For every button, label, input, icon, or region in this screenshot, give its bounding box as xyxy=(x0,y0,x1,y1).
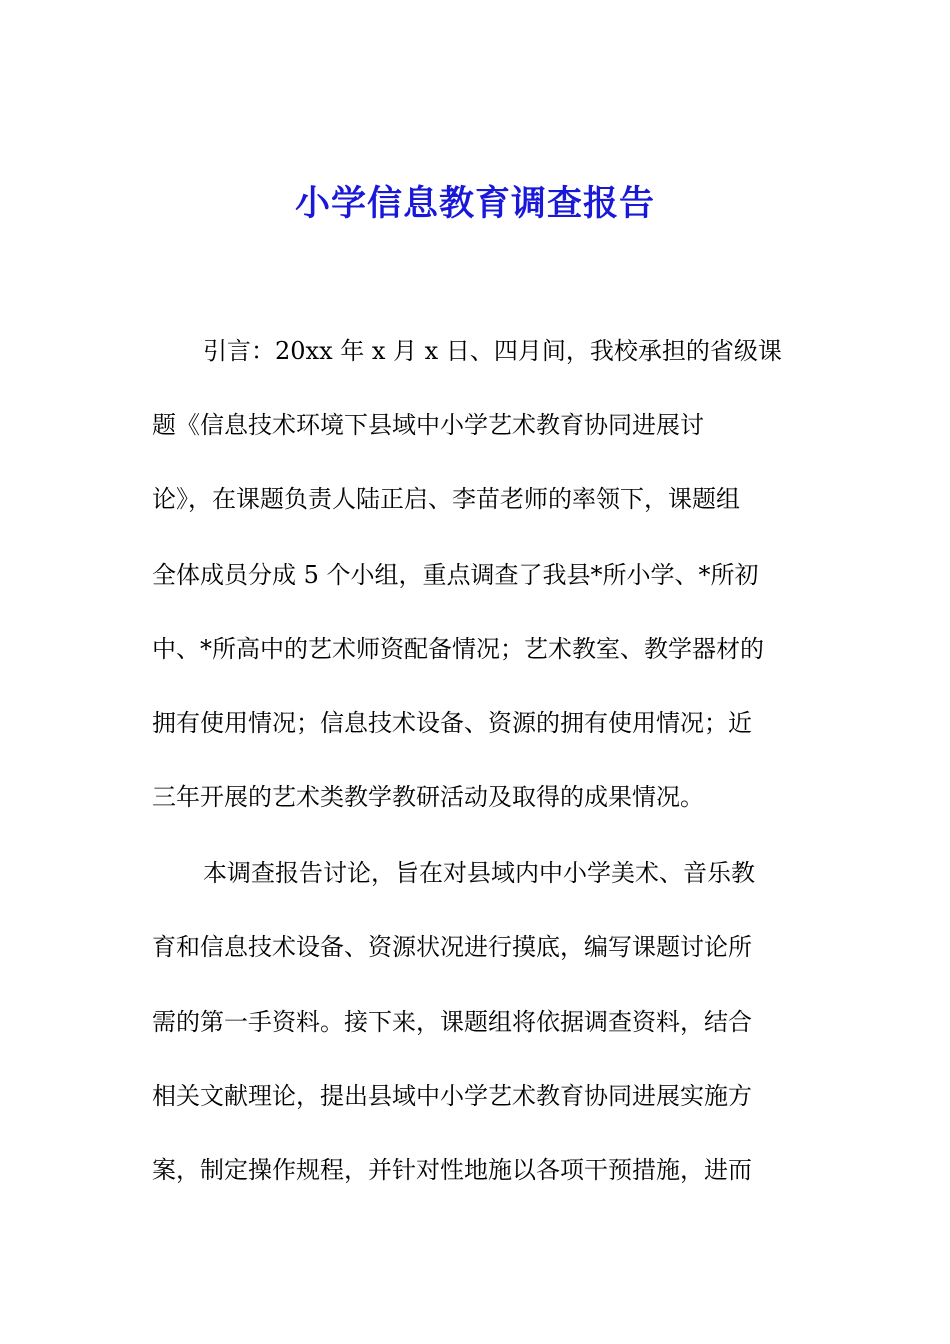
text-line: 需的第一手资料。接下来，课题组将依据调查资料，结合 xyxy=(152,1008,752,1036)
text-line: 相关文献理论，提出县域中小学艺术教育协同进展实施方 xyxy=(152,1082,752,1110)
text-line: 引言：20xx 年 x 月 x 日、四月间，我校承担的省级课 xyxy=(203,337,782,365)
text-line: 全体成员分成 5 个小组，重点调查了我县*所小学、*所初 xyxy=(152,561,759,589)
text-line: 拥有使用情况；信息技术设备、资源的拥有使用情况；近 xyxy=(152,709,752,737)
text-line: 三年开展的艺术类教学教研活动及取得的成果情况。 xyxy=(152,783,704,811)
text-line: 中、*所高中的艺术师资配备情况；艺术教室、教学器材的 xyxy=(152,635,764,663)
document-title: 小学信息教育调查报告 xyxy=(294,183,655,224)
text-line: 育和信息技术设备、资源状况进行摸底，编写课题讨论所 xyxy=(152,933,752,961)
text-line: 案，制定操作规程，并针对性地施以各项干预措施，进而 xyxy=(152,1156,752,1184)
text-line: 本调查报告讨论，旨在对县域内中小学美术、音乐教 xyxy=(203,859,755,887)
text-line: 题《信息技术环境下县域中小学艺术教育协同进展讨 xyxy=(152,411,704,439)
text-line: 论》，在课题负责人陆正启、李苗老师的率领下，课题组 xyxy=(152,485,740,513)
